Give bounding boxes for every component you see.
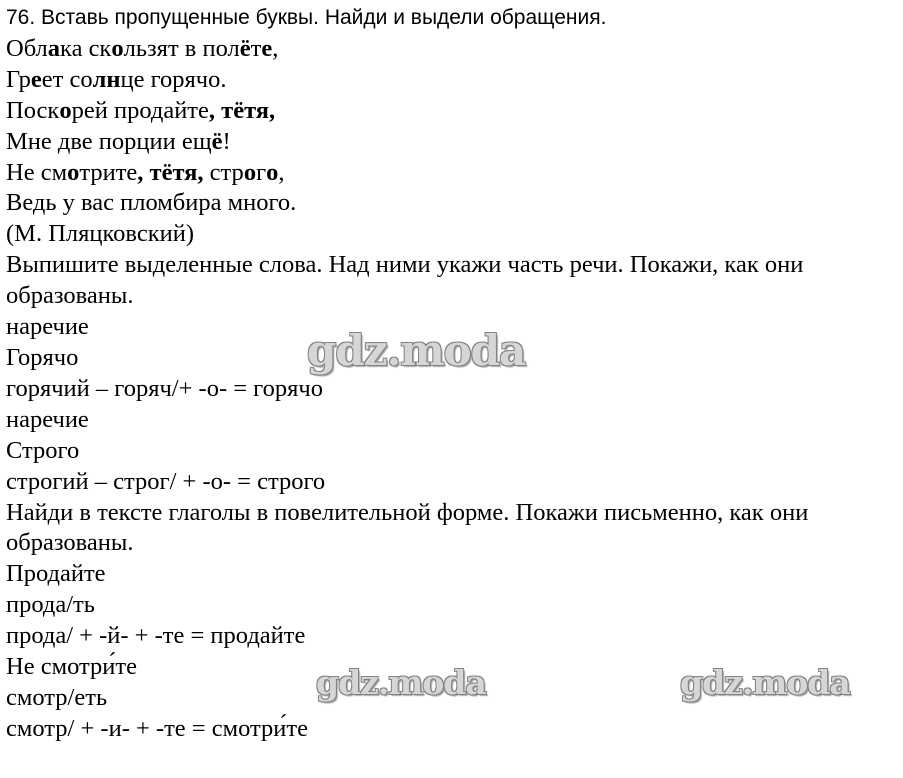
answer-line: смотр/еть	[6, 683, 108, 711]
exercise-title: 76. Вставь пропущенные буквы. Найди и выдели обращения.	[6, 6, 607, 29]
answer-line: Продайте	[6, 560, 106, 588]
answer-line: Строго	[6, 436, 80, 464]
answer-line: горячий – горяч/+ -о- = горячо	[6, 374, 323, 402]
answer-line: наречие	[6, 313, 89, 341]
answer-line: Не смотри́те	[6, 653, 137, 681]
answer-line: прода/ть	[6, 591, 95, 619]
answer-line: строгий – строг/ + -о- = строго	[6, 467, 326, 495]
poem-line-3: Поскорей продайте, тётя,	[6, 96, 276, 124]
poem-line-1: Облака скользят в полёте,	[6, 34, 279, 62]
exercise-document	[6, 3, 897, 745]
watermark: gdz.moda	[316, 663, 486, 702]
answer-line: смотр/ + -и- + -те = смотри́те	[6, 714, 308, 742]
poem-line-6: Ведь у вас пломбира много.	[6, 189, 297, 217]
poem-line-2: Греет солнце горячо.	[6, 65, 227, 93]
poem-line-4: Мне две порции ещё!	[6, 127, 231, 155]
poem-line-5: Не смотрите, тётя, строго,	[6, 158, 285, 186]
answer-line: прода/ + -й- + -те = продайте	[6, 622, 306, 650]
watermark: gdz.moda	[680, 663, 850, 702]
answer-line: наречие	[6, 405, 89, 433]
task-2-text: Выпишите выделенные слова. Над ними укажи часть речи. Покажи, как они образованы.	[6, 251, 804, 310]
answer-line: Горячо	[6, 343, 79, 371]
task-3-text: Найди в тексте глаголы в повелительной форме. Покажи письменно, как они образованы.	[6, 498, 809, 557]
watermark: gdz.moda	[307, 326, 526, 375]
poem-author: (М. Пляцковский)	[6, 220, 194, 248]
